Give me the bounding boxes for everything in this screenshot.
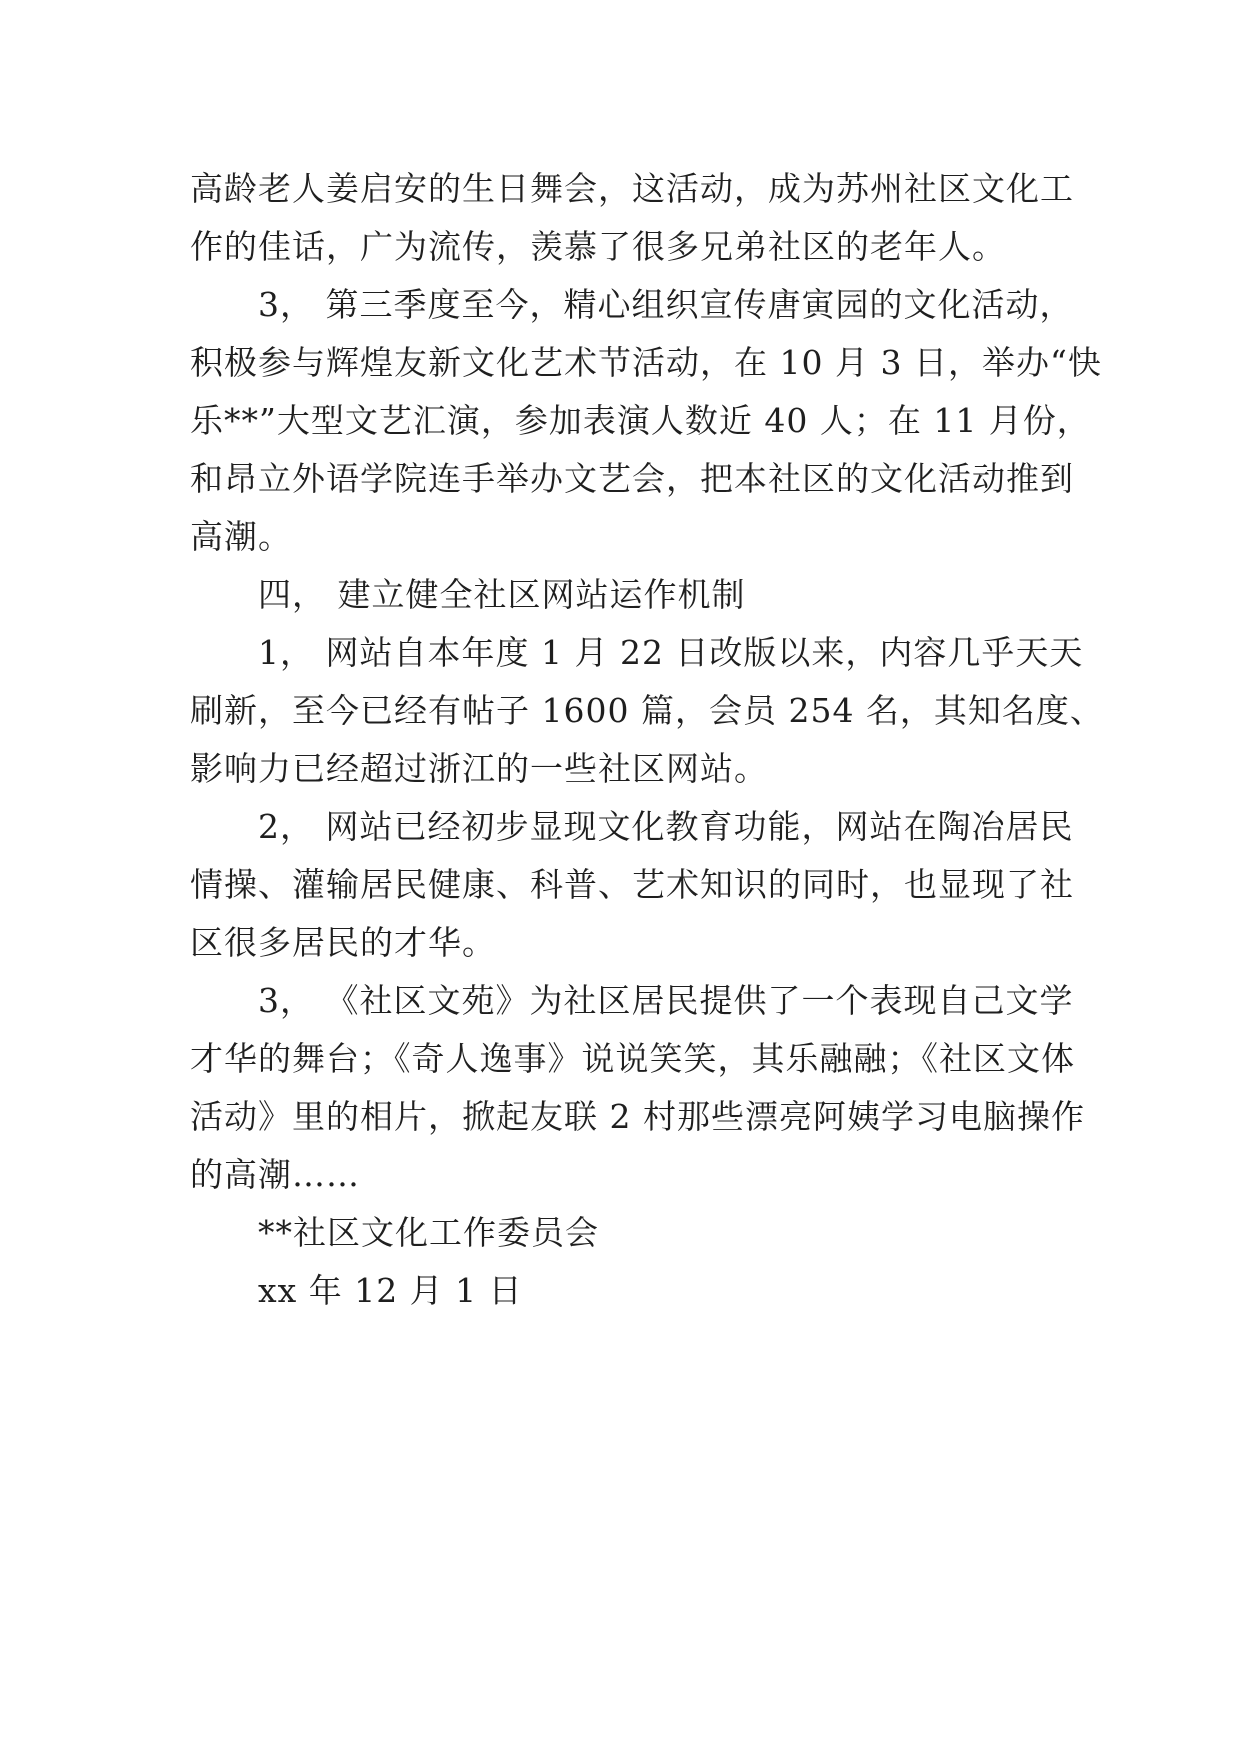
section-heading: 四， 建立健全社区网站运作机制 [258, 575, 746, 614]
text-line: 情操、灌输居民健康、科普、艺术知识的同时，也显现了社 [190, 865, 1074, 904]
text-line: 区很多居民的才华。 [190, 923, 496, 962]
text-line: 的高潮…… [190, 1155, 360, 1194]
text-line: 积极参与辉煌友新文化艺术节活动，在 10 月 3 日，举办“快 [190, 343, 1102, 382]
text-line: 2， 网站已经初步显现文化教育功能，网站在陶冶居民 [258, 807, 1074, 846]
text-line: 影响力已经超过浙江的一些社区网站。 [190, 749, 768, 788]
text-line: 和昂立外语学院连手举办文艺会，把本社区的文化活动推到 [190, 459, 1074, 498]
text-line: 高潮。 [190, 517, 292, 556]
text-line: 高龄老人姜启安的生日舞会，这活动，成为苏州社区文化工 [190, 169, 1074, 208]
text-line: 3， 《社区文苑》为社区居民提供了一个表现自己文学 [258, 981, 1074, 1020]
document-body [190, 160, 1104, 1320]
signature-organization: **社区文化工作委员会 [258, 1213, 599, 1252]
text-line: 活动》里的相片，掀起友联 2 村那些漂亮阿姨学习电脑操作 [190, 1097, 1085, 1136]
text-line: 乐**”大型文艺汇演，参加表演人数近 40 人；在 11 月份， [190, 401, 1091, 440]
signature-date: xx 年 12 月 1 日 [258, 1271, 523, 1310]
text-line: 刷新，至今已经有帖子 1600 篇，会员 254 名，其知名度、 [190, 691, 1104, 730]
text-line: 1， 网站自本年度 1 月 22 日改版以来，内容几乎天天 [258, 633, 1084, 672]
text-line: 才华的舞台；《奇人逸事》说说笑笑，其乐融融；《社区文体 [190, 1039, 1075, 1078]
text-line: 3， 第三季度至今，精心组织宣传唐寅园的文化活动， [258, 285, 1074, 324]
text-line: 作的佳话，广为流传，羡慕了很多兄弟社区的老年人。 [190, 227, 1006, 266]
